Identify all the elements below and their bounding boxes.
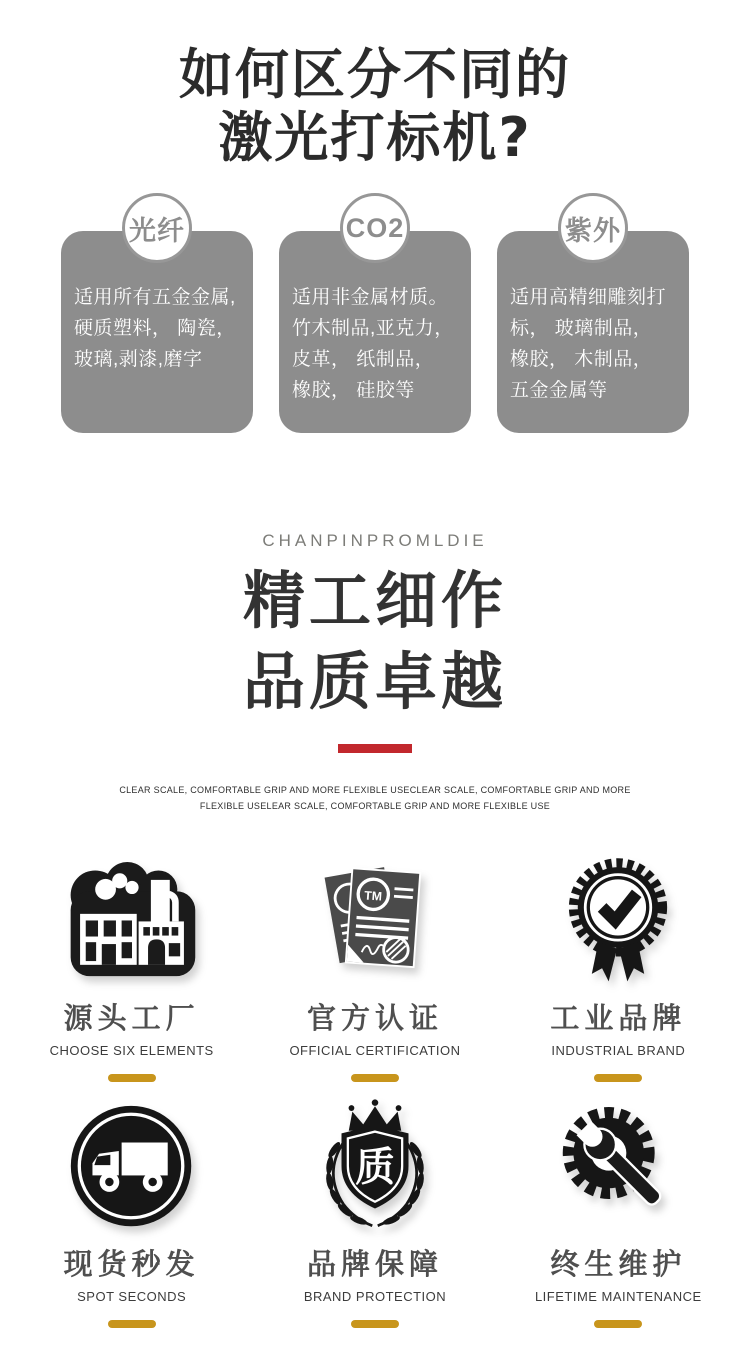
feature-subtitle: CHOOSE SIX ELEMENTS	[49, 1043, 214, 1059]
quality-subtext-line2: FLEXIBLE USELEAR SCALE, COMFORTABLE GRIP AND MORE FLEXIBLE USE	[199, 800, 551, 811]
feature-subtitle: SPOT SECONDS	[77, 1289, 187, 1305]
quality-section	[0, 531, 750, 814]
feature-grid	[0, 854, 750, 1328]
quality-subtext	[0, 783, 750, 814]
feature-title: 品牌保障	[306, 1247, 443, 1282]
shield-quality-char: 质	[355, 1145, 395, 1190]
feature-official-certification	[253, 854, 496, 1082]
feature-title: 终生维护	[550, 1247, 687, 1282]
laser-type-description: 适用所有五金金属,硬质塑料， 陶瓷，玻璃,剥漆,磨字	[74, 287, 236, 370]
truck-icon	[10, 1100, 253, 1232]
laser-type-label: 紫外	[565, 215, 621, 246]
quality-heading	[0, 561, 750, 722]
laser-type-description: 适用高精细雕刻打标， 玻璃制品， 橡胶， 木制品， 五金金属等	[510, 287, 667, 401]
quality-subtext-line1: CLEAR SCALE, COMFORTABLE GRIP AND MORE FLEXIBLE USECLEAR SCALE, COMFORTABLE GRIP AND MORE	[119, 785, 631, 796]
quality-heading-line2: 品质卓越	[242, 644, 507, 718]
gold-underline	[351, 1320, 399, 1328]
laser-type-label: CO2	[345, 212, 405, 243]
feature-subtitle: LIFETIME MAINTENANCE	[534, 1289, 702, 1305]
feature-subtitle: BRAND PROTECTION	[303, 1289, 447, 1305]
laser-card-fiber	[61, 215, 253, 433]
page-title	[0, 44, 750, 169]
feature-subtitle: INDUSTRIAL BRAND	[551, 1043, 686, 1059]
gold-underline	[594, 1074, 642, 1082]
red-divider	[338, 744, 412, 753]
feature-spot-delivery	[10, 1100, 253, 1328]
laser-type-badge-uv	[558, 193, 628, 263]
quality-heading-line1: 精工细作	[242, 564, 507, 638]
feature-industrial-brand	[497, 854, 740, 1082]
factory-icon	[10, 854, 253, 986]
gold-underline	[351, 1074, 399, 1082]
feature-source-factory	[10, 854, 253, 1082]
laser-type-cards	[0, 212, 750, 433]
feature-brand-protection	[253, 1100, 496, 1328]
gold-underline	[594, 1320, 642, 1328]
laser-card-co2	[279, 212, 471, 433]
page-title-line1: 如何区分不同的	[179, 43, 571, 106]
feature-title: 官方认证	[306, 1001, 443, 1036]
medal-icon	[497, 854, 740, 986]
laser-type-label: 光纤	[129, 215, 185, 246]
page-title-line2: 激光打标机?	[218, 105, 532, 169]
gear-wrench-icon	[497, 1100, 740, 1232]
laser-card-uv	[497, 215, 689, 433]
feature-title: 工业品牌	[550, 1001, 687, 1036]
certificate-icon	[253, 854, 496, 986]
gold-underline	[108, 1074, 156, 1082]
feature-lifetime-maintenance	[497, 1100, 740, 1328]
laser-type-badge-co2	[340, 193, 410, 263]
feature-title: 源头工厂	[63, 1001, 200, 1036]
feature-title: 现货秒发	[63, 1247, 200, 1282]
tm-mark-text: TM	[363, 888, 383, 904]
gold-underline	[108, 1320, 156, 1328]
section-eyebrow: CHANPINPROMLDIE	[262, 531, 488, 551]
shield-icon	[253, 1100, 496, 1232]
feature-subtitle: OFFICIAL CERTIFICATION	[289, 1043, 461, 1059]
laser-type-badge-fiber	[122, 193, 192, 263]
laser-type-description: 适用非金属材质。竹木制品,亚克力，皮革， 纸制品， 橡胶， 硅胶等	[292, 287, 454, 401]
